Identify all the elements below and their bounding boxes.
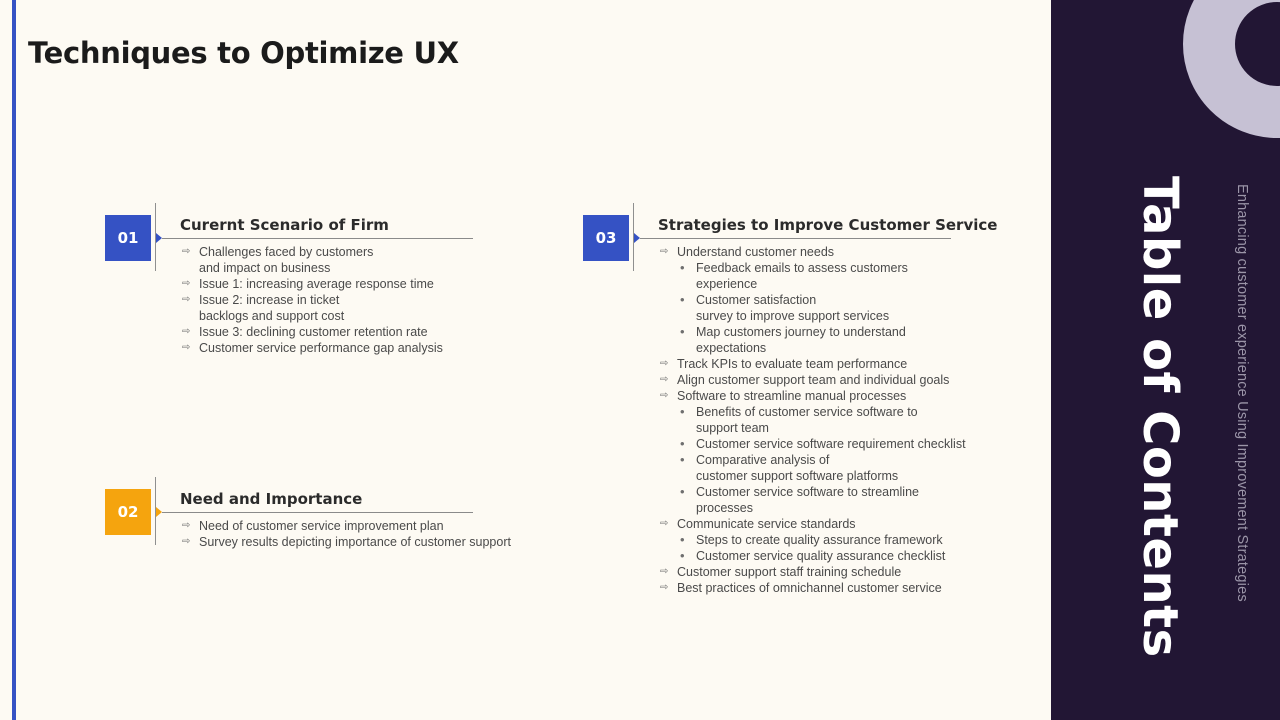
arrow-bullet-icon: ⇨ [182,278,191,289]
list-item: • Benefits of customer service software to support team [680,404,918,435]
arrow-bullet-icon: ⇨ [660,582,669,593]
list-item: • Comparative analysis of customer support software platforms [680,452,899,483]
arrow-bullet-icon: ⇨ [182,536,191,547]
slide-title: Techniques to Optimize UX [28,36,459,70]
left-accent-rule [12,0,16,720]
list-item: • Customer satisfaction survey to improve support services [680,292,890,323]
section-heading: Need and Importance [180,490,363,508]
arrow-bullet-icon: ⇨ [660,246,669,257]
list-item: ⇨ Need of customer service improvement plan [182,519,444,533]
arrow-bullet-icon: ⇨ [660,518,669,529]
section-item-list [658,244,966,596]
deck-subtitle: Enhancing customer experience Using Improvement Strategies [1234,184,1250,602]
list-item: • Customer service quality assurance checklist [680,548,946,563]
dot-bullet-icon: • [680,260,685,275]
list-item: ⇨ Software to streamline manual processes [660,389,907,403]
list-item: ⇨ Challenges faced by customers and impact on business [182,245,374,275]
section-number-badge: 03 [583,215,629,261]
list-item: ⇨ Issue 1: increasing average response time [182,277,434,291]
toc-title: Table of Contents [1132,176,1188,658]
arrow-bullet-icon: ⇨ [182,520,191,531]
arrow-bullet-icon: ⇨ [660,374,669,385]
arrow-bullet-icon: ⇨ [660,566,669,577]
list-item: • Steps to create quality assurance framework [680,532,943,547]
section-item-list [180,518,511,550]
arrow-bullet-icon: ⇨ [182,342,191,353]
list-item: ⇨ Issue 2: increase in ticket backlogs and support cost [182,293,345,323]
dot-bullet-icon: • [680,324,685,339]
section-number-badge: 02 [105,489,151,535]
list-item: • Customer service software requirement checklist [680,436,966,451]
list-item: ⇨ Understand customer needs [660,245,835,259]
dot-bullet-icon: • [680,404,685,419]
list-item: • Customer service software to streamline processes [680,484,919,515]
toc-sidebar [1051,0,1280,720]
section-heading: Strategies to Improve Customer Service [658,216,998,234]
arrow-bullet-icon: ⇨ [660,358,669,369]
list-item: ⇨ Communicate service standards [660,517,856,531]
section-item-list [180,244,443,356]
decorative-ring-shape [1183,0,1280,138]
list-item: ⇨ Track KPIs to evaluate team performance [660,357,908,371]
dot-bullet-icon: • [680,292,685,307]
dot-bullet-icon: • [680,452,685,467]
dot-bullet-icon: • [680,548,685,563]
list-item: ⇨ Align customer support team and individual goals [660,373,950,387]
list-item: ⇨ Survey results depicting importance of customer support [182,535,511,549]
list-item: ⇨ Issue 3: declining customer retention rate [182,325,428,339]
list-item: • Feedback emails to assess customers experience [680,260,908,291]
dot-bullet-icon: • [680,436,685,451]
heading-underline [162,512,473,513]
heading-underline [640,238,951,239]
list-item: ⇨ Customer service performance gap analysis [182,341,443,355]
heading-underline [162,238,473,239]
section-heading: Curernt Scenario of Firm [180,216,389,234]
list-item: ⇨ Customer support staff training schedule [660,565,902,579]
arrow-bullet-icon: ⇨ [182,294,191,305]
arrow-bullet-icon: ⇨ [182,326,191,337]
dot-bullet-icon: • [680,532,685,547]
list-item: • Map customers journey to understand expectations [680,324,906,355]
dot-bullet-icon: • [680,484,685,499]
list-item: ⇨ Best practices of omnichannel customer service [660,581,942,595]
section-number-badge: 01 [105,215,151,261]
arrow-bullet-icon: ⇨ [182,246,191,257]
arrow-bullet-icon: ⇨ [660,390,669,401]
